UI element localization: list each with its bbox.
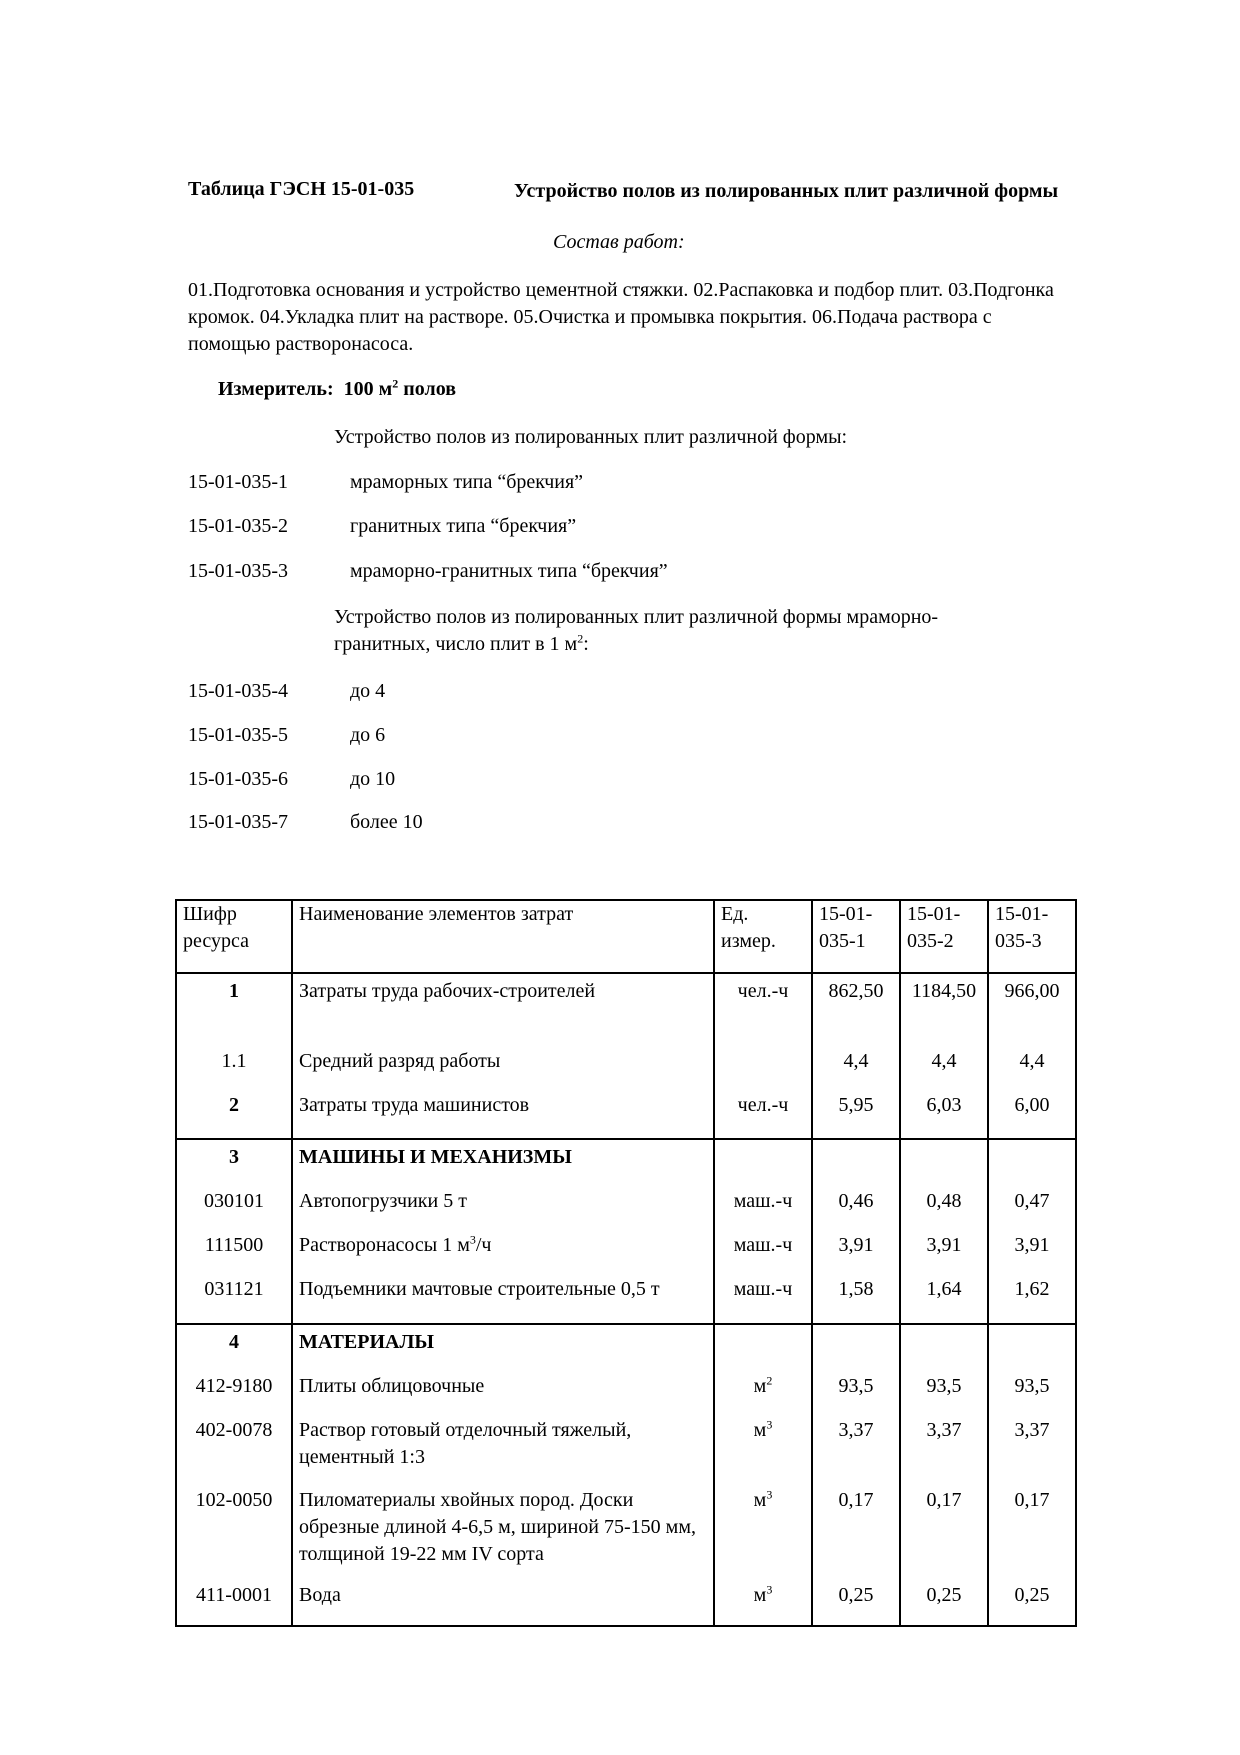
item-code: 15-01-035-5 — [188, 724, 288, 746]
header-code: Шифр ресурса — [176, 900, 292, 973]
cell-name: Подъемники мачтовые строительные 0,5 т — [292, 1276, 714, 1324]
header-unit: Ед. измер. — [714, 900, 812, 973]
table-row — [176, 1582, 1076, 1626]
list-item — [188, 768, 395, 791]
cell-name: Раствор готовый отделочный тяжелый, цементный 1:3 — [292, 1417, 714, 1487]
cell-code: 2 — [176, 1092, 292, 1139]
cell-value-1: 0,17 — [812, 1487, 900, 1582]
cell-unit: маш.-ч — [714, 1188, 812, 1232]
work-composition-label: Состав работ: — [553, 231, 685, 253]
cell-unit: маш.-ч — [714, 1232, 812, 1276]
cell-unit: чел.-ч — [714, 973, 812, 1048]
cell-unit — [714, 1139, 812, 1188]
cell-value-1: 0,46 — [812, 1188, 900, 1232]
cell-value-3: 0,25 — [988, 1582, 1076, 1626]
cell-value-1: 3,91 — [812, 1232, 900, 1276]
cell-code: 411-0001 — [176, 1582, 292, 1626]
cell-name: Автопогрузчики 5 т — [292, 1188, 714, 1232]
item-name: гранитных типа “брекчия” — [350, 515, 577, 537]
cell-code: 4 — [176, 1324, 292, 1373]
header-name: Наименование элементов затрат — [292, 900, 714, 973]
cell-value-1: 3,37 — [812, 1417, 900, 1487]
header-col3: 15-01-035-3 — [988, 900, 1076, 973]
cell-value-1: 1,58 — [812, 1276, 900, 1324]
cell-name: Растворонасосы 1 $м^3/ч$ — [292, 1232, 714, 1276]
table-body — [176, 973, 1076, 1626]
cell-value-2: 3,91 — [900, 1232, 988, 1276]
table-row — [176, 1092, 1076, 1139]
table-row — [176, 1232, 1076, 1276]
cell-code: 031121 — [176, 1276, 292, 1324]
table-row — [176, 1417, 1076, 1487]
cell-unit — [714, 1324, 812, 1373]
cell-value-3: 4,4 — [988, 1048, 1076, 1092]
cell-unit: $м^2$ — [714, 1373, 812, 1417]
cell-value-2: 1184,50 — [900, 973, 988, 1048]
table-row — [176, 1188, 1076, 1232]
group1-title: Устройство полов из полированных плит различной формы: — [334, 426, 848, 448]
table-row — [176, 1048, 1076, 1092]
header-col1: 15-01-035-1 — [812, 900, 900, 973]
cell-name: МАШИНЫ И МЕХАНИЗМЫ — [292, 1139, 714, 1188]
cell-unit: $м^3$ — [714, 1582, 812, 1626]
measure-label: Измеритель: — [218, 378, 334, 400]
list-item — [188, 471, 583, 494]
cell-value-3 — [988, 1139, 1076, 1188]
cell-unit: $м^3$ — [714, 1487, 812, 1582]
measure-value: 100 $м^2$ полов — [343, 376, 457, 400]
cell-value-2: 93,5 — [900, 1373, 988, 1417]
cell-value-1: 93,5 — [812, 1373, 900, 1417]
cell-name: Вода — [292, 1582, 714, 1626]
cell-name: МАТЕРИАЛЫ — [292, 1324, 714, 1373]
cell-value-2: 0,17 — [900, 1487, 988, 1582]
cell-value-3: 966,00 — [988, 973, 1076, 1048]
cell-value-3 — [988, 1324, 1076, 1373]
item-name: более 10 — [350, 811, 423, 833]
cell-value-2 — [900, 1139, 988, 1188]
cell-name: Затраты труда машинистов — [292, 1092, 714, 1139]
cell-value-1: 4,4 — [812, 1048, 900, 1092]
cell-unit: маш.-ч — [714, 1276, 812, 1324]
group2-title: Устройство полов из полированных плит различной формы мраморно-гранитных, число плит в 1 $м^2$: — [334, 606, 939, 655]
item-code: 15-01-035-6 — [188, 768, 288, 790]
cell-name: Средний разряд работы — [292, 1048, 714, 1092]
item-name: до 10 — [350, 768, 396, 790]
cell-value-1 — [812, 1324, 900, 1373]
cell-unit — [714, 1048, 812, 1092]
measure-line — [218, 378, 456, 401]
cell-value-1: 5,95 — [812, 1092, 900, 1139]
cell-value-3: 3,91 — [988, 1232, 1076, 1276]
cell-value-3: 6,00 — [988, 1092, 1076, 1139]
cell-code: 412-9180 — [176, 1373, 292, 1417]
cell-value-2: 0,48 — [900, 1188, 988, 1232]
cell-name: Затраты труда рабочих-строителей — [292, 973, 714, 1048]
cell-name: Пиломатериалы хвойных пород. Доски обрезные длиной 4-6,5 м, шириной 75-150 мм, толщиной 19-22 мм IV сорта — [292, 1487, 714, 1582]
item-code: 15-01-035-4 — [188, 680, 288, 702]
cell-value-1: 862,50 — [812, 973, 900, 1048]
cell-unit: $м^3$ — [714, 1417, 812, 1487]
table-id: Таблица ГЭСН 15-01-035 — [188, 178, 415, 200]
list-item — [188, 724, 385, 747]
cell-value-2: 1,64 — [900, 1276, 988, 1324]
table-row — [176, 1487, 1076, 1582]
item-code: 15-01-035-7 — [188, 811, 288, 833]
item-code: 15-01-035-1 — [188, 471, 288, 493]
item-name: до 6 — [350, 724, 386, 746]
cell-value-3: 93,5 — [988, 1373, 1076, 1417]
item-name: мраморно-гранитных типа “брекчия” — [350, 560, 668, 582]
cell-code: 1.1 — [176, 1048, 292, 1092]
cell-code: 030101 — [176, 1188, 292, 1232]
cell-code: 1 — [176, 973, 292, 1048]
table-title: Устройство полов из полированных плит различной формы — [514, 180, 1059, 202]
table-row — [176, 1324, 1076, 1373]
cell-code: 111500 — [176, 1232, 292, 1276]
cell-value-2 — [900, 1324, 988, 1373]
table-row — [176, 1373, 1076, 1417]
header-col2: 15-01-035-2 — [900, 900, 988, 973]
table-row — [176, 1139, 1076, 1188]
cell-value-3: 0,47 — [988, 1188, 1076, 1232]
cell-value-2: 6,03 — [900, 1092, 988, 1139]
item-code: 15-01-035-2 — [188, 515, 288, 537]
item-name: мраморных типа “брекчия” — [350, 471, 584, 493]
cell-name: Плиты облицовочные — [292, 1373, 714, 1417]
cell-code: 102-0050 — [176, 1487, 292, 1582]
cell-value-2: 0,25 — [900, 1582, 988, 1626]
work-composition-text: 01.Подготовка основания и устройство цементной стяжки. 02.Распаковка и подбор плит. 03.Подгонка кромок. 04.Укладка плит на растворе. 05.Очистка и промывка покрытия. 06.Подача раствора с помощью растворонасоса. — [188, 279, 1054, 355]
table-header-row — [176, 900, 1076, 973]
cell-value-2: 4,4 — [900, 1048, 988, 1092]
cell-code: 3 — [176, 1139, 292, 1188]
cell-value-3: 0,17 — [988, 1487, 1076, 1582]
list-item — [188, 515, 576, 538]
cell-value-1: 0,25 — [812, 1582, 900, 1626]
cell-value-2: 3,37 — [900, 1417, 988, 1487]
list-item — [188, 560, 668, 583]
cell-unit: чел.-ч — [714, 1092, 812, 1139]
resource-table — [175, 899, 1077, 1627]
list-item — [188, 811, 423, 834]
item-code: 15-01-035-3 — [188, 560, 288, 582]
cell-value-1 — [812, 1139, 900, 1188]
cell-value-3: 3,37 — [988, 1417, 1076, 1487]
table-row — [176, 1276, 1076, 1324]
item-name: до 4 — [350, 680, 386, 702]
list-item — [188, 680, 385, 703]
cell-code: 402-0078 — [176, 1417, 292, 1487]
table-row — [176, 973, 1076, 1048]
cell-value-3: 1,62 — [988, 1276, 1076, 1324]
